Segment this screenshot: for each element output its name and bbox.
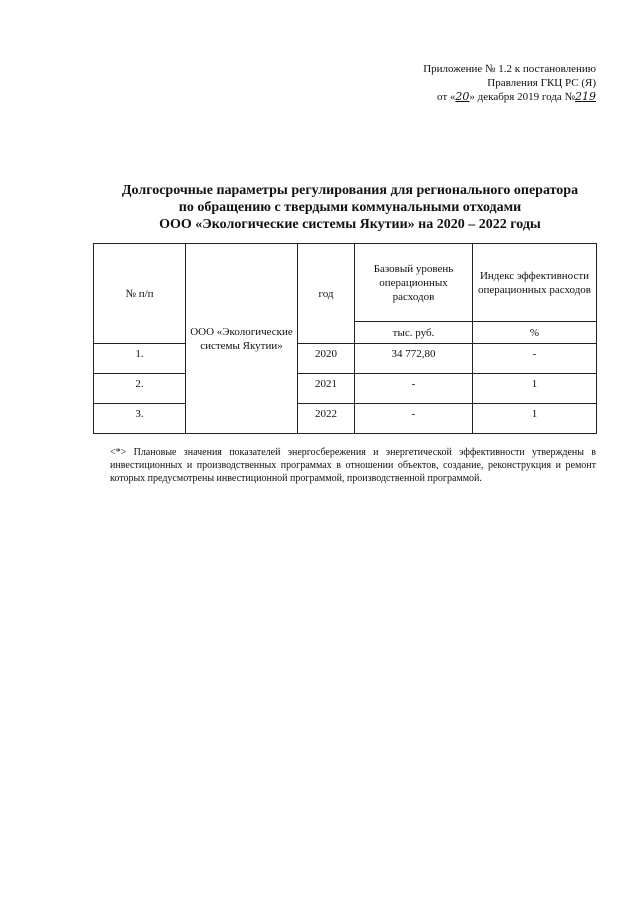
footnote-text: Плановые значения показателей энергосбережения и энергетической эффективности утверждены в инвестиционных и производственных программах в отношении объектов, создание, реконструкция и ремонт которых предусмотрены инвестиционной программой, производственной программой. (110, 447, 596, 484)
row-index: 1 (473, 404, 597, 434)
appendix-line-2: Правления ГКЦ РС (Я) (487, 77, 596, 89)
header-base: Базовый уровень операционных расходов (355, 244, 473, 322)
row-num: 2. (94, 374, 186, 404)
row-num: 1. (94, 344, 186, 374)
header-index: Индекс эффективности операционных расходов (473, 244, 597, 322)
table-row (94, 404, 597, 434)
appendix-date-prefix: от « (436, 91, 456, 103)
table-row (94, 374, 597, 404)
row-year: 2022 (298, 404, 355, 434)
units-base: тыс. руб. (355, 322, 473, 344)
row-base: - (355, 404, 473, 434)
footnote-marker: <*> (110, 447, 127, 458)
table-row (94, 344, 597, 374)
row-year: 2021 (298, 374, 355, 404)
appendix-date-middle: » декабря 2019 года № (469, 91, 575, 103)
header-num: № п/п (94, 244, 186, 344)
row-base: 34 772,80 (355, 344, 473, 374)
row-index: 1 (473, 374, 597, 404)
parameters-table (93, 243, 597, 434)
row-base: - (355, 374, 473, 404)
appendix-line-1: Приложение № 1.2 к постановлению (423, 63, 596, 75)
title-line-3: ООО «Экологические системы Якутии» на 2020 – 2022 годы (159, 217, 541, 232)
row-year: 2020 (298, 344, 355, 374)
header-year: год (298, 244, 355, 344)
appendix-day-handwritten: 20 (455, 90, 470, 103)
units-index: % (473, 322, 597, 344)
row-index: - (473, 344, 597, 374)
title-line-2: по обращению с твердыми коммунальными отходами (178, 200, 522, 215)
appendix-line-3 (423, 90, 596, 104)
row-num: 3. (94, 404, 186, 434)
header-org: ООО «Экологические системы Якутии» (186, 244, 298, 434)
appendix-number-handwritten: 219 (575, 90, 596, 103)
table-header-row (94, 244, 597, 322)
appendix-header (423, 62, 596, 104)
footnote (110, 446, 596, 485)
document-title (90, 182, 610, 233)
title-line-1: Долгосрочные параметры регулирования для регионального оператора (121, 183, 579, 198)
